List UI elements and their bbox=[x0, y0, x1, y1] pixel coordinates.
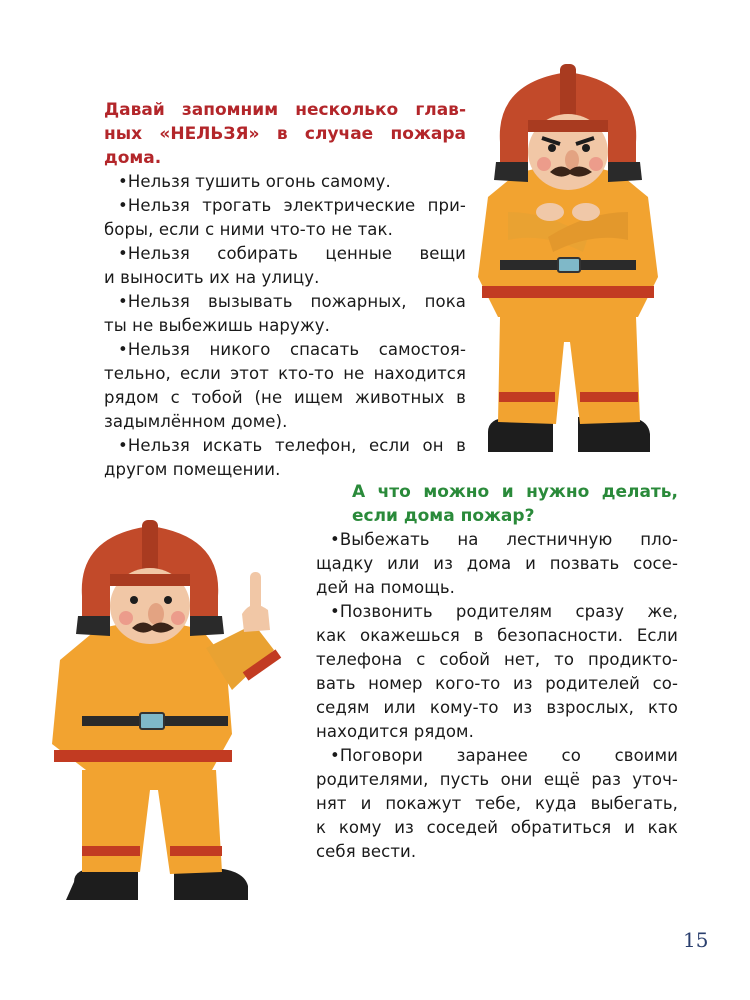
section-nelzya-heading: Давай запомним несколько глав- ных «НЕЛЬЗЯ» в случае пожара дома. bbox=[104, 100, 466, 168]
firefighter-finger-up-illustration bbox=[46, 520, 306, 920]
firefighter-arms-crossed-illustration bbox=[468, 62, 668, 462]
list-item: •Нельзя трогать электрические при- боры, если с ними что-то не так. bbox=[104, 196, 466, 239]
section-nelzya bbox=[104, 98, 466, 482]
section-mozhno bbox=[316, 480, 678, 864]
list-item: •Нельзя никого спасать самостоя- тельно, если этот кто-то не находится рядом с тобой (не ищем животных в задымлённом доме). bbox=[104, 340, 466, 431]
list-item: •Нельзя искать телефон, если он в другом помещении. bbox=[104, 436, 466, 479]
list-item: •Нельзя тушить огонь самому. bbox=[118, 172, 391, 191]
list-item: •Нельзя собирать ценные вещи и выносить их на улицу. bbox=[104, 244, 466, 287]
page-number: 15 bbox=[683, 928, 709, 952]
list-item: •Позвонить родителям сразу же, как окажешься в безопасности. Если телефона с собой нет, то продикто- вать номер кого-то из родителей со- седям или кому-то из взрослых, кто находится рядом. bbox=[316, 602, 678, 741]
list-item: •Выбежать на лестничную пло- щадку или из дома и позвать сосе- дей на помощь. bbox=[316, 530, 678, 597]
list-item: •Поговори заранее со своими родителями, пусть они ещё раз уточ- нят и покажут тебе, куда выбегать, к кому из соседей обратиться и как себя вести. bbox=[316, 746, 678, 861]
list-item: •Нельзя вызывать пожарных, пока ты не выбежишь наружу. bbox=[104, 292, 466, 335]
nelzya-list bbox=[104, 170, 466, 482]
mozhno-list bbox=[316, 528, 678, 864]
section-mozhno-heading: А что можно и нужно делать, если дома пожар? bbox=[352, 482, 678, 526]
